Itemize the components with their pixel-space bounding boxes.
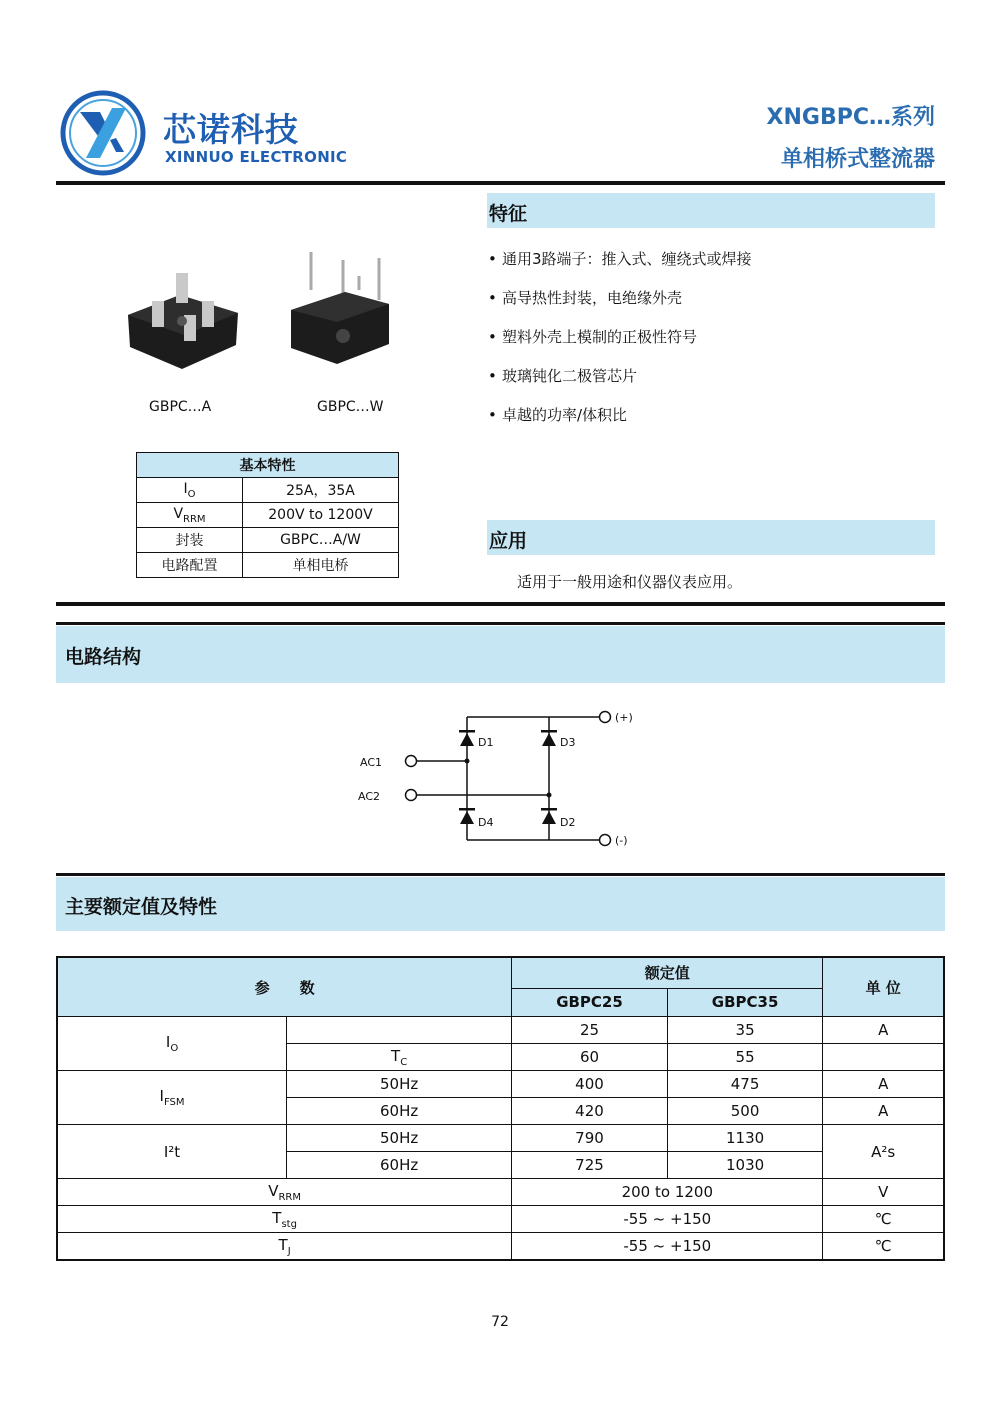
header-rule [56,181,945,185]
value-cell: 55 [667,1044,823,1071]
feature-item: • 玻璃钝化二极管芯片 [488,367,638,385]
condition-cell: 50Hz [287,1071,512,1098]
company-logo [60,90,146,176]
rated-header: 额定值 [512,957,823,988]
value-cell: 725 [512,1152,668,1179]
table-row: $T_J$ -55 ~ +150 ℃ [57,1233,944,1261]
value-cell: 35 [667,1017,823,1044]
value-cell: 475 [667,1071,823,1098]
value-cell: 60 [512,1044,668,1071]
company-name-en: XINNUO ELECTRONIC [165,148,348,166]
bridge-circuit-diagram [350,700,650,860]
value-cell: -55 ~ +150 [512,1206,823,1233]
feature-item: • 塑料外壳上模制的正极性符号 [488,328,698,346]
value-cell: 400 [512,1071,668,1098]
table-row: $I_O$ 25 35 A [57,1017,944,1044]
section-rule [56,602,945,606]
unit-cell: A [823,1071,944,1098]
table-row: $V_{RRM}$ 200 to 1200 V [57,1179,944,1206]
product-label-w: GBPC…W [317,399,384,415]
feature-item: • 卓越的功率/体积比 [488,406,628,424]
table-row: $T_{stg}$ -55 ~ +150 ℃ [57,1206,944,1233]
table-row [137,528,399,553]
terminal-plus-label: (+) [615,711,633,724]
unit-cell: A²s [823,1125,944,1179]
ratings-table [56,956,945,1261]
param-value: 单相电桥 [243,553,399,578]
d4-label: D4 [478,816,494,829]
value-cell: 1030 [667,1152,823,1179]
col-gbpc35: GBPC35 [667,988,823,1016]
param-value: 25A，35A [243,478,399,503]
value-cell: 200 to 1200 [512,1179,823,1206]
table-row [57,1125,944,1152]
circuit-title: 电路结构 [65,646,142,668]
feature-item: • 通用3路端子：推入式、缠绕式或焊接 [488,250,752,268]
d2-label: D2 [560,816,576,829]
circuit-header [56,626,945,683]
condition-cell: 60Hz [287,1152,512,1179]
unit-cell: ℃ [823,1233,944,1261]
product-image-gbpc-w [285,250,395,370]
value-cell: 790 [512,1125,668,1152]
value-cell: 500 [667,1098,823,1125]
unit-cell [823,1044,944,1071]
series-title: XNGBPC…系列 [766,105,935,130]
condition-cell: 60Hz [287,1098,512,1125]
unit-cell: V [823,1179,944,1206]
table-header-row [57,957,944,988]
param-subscript: O [187,488,196,500]
value-cell: 25 [512,1017,668,1044]
param-value: GBPC…A/W [243,528,399,553]
table-row [137,553,399,578]
value-cell: 420 [512,1098,668,1125]
product-subtitle: 单相桥式整流器 [780,147,935,172]
param-name: 封装 [137,528,243,553]
value-cell: 1130 [667,1125,823,1152]
ratings-top-rule [56,873,945,876]
param-value: 200V to 1200V [243,503,399,528]
unit-cell: A [823,1017,944,1044]
table-row: $T_C$ 60 55 [57,1044,944,1071]
circuit-top-rule [56,622,945,625]
d1-label: D1 [478,736,494,749]
unit-cell: A [823,1098,944,1125]
unit-header: 单 位 [823,957,944,1017]
basic-table-title: 基本特性 [137,453,399,478]
condition-cell: 50Hz [287,1125,512,1152]
application-header [487,520,935,555]
application-title: 应用 [489,530,528,552]
ratings-title: 主要额定值及特性 [65,896,218,918]
param-header: 参 数 [57,957,512,1017]
product-image-gbpc-a [120,265,245,375]
features-title: 特征 [489,203,528,225]
features-header [487,193,935,228]
application-text: 适用于一般用途和仪器仪表应用。 [517,573,743,591]
table-row: $I_{FSM}$ 50Hz 400 475 A [57,1071,944,1098]
terminal-minus-label: (-) [615,834,628,847]
basic-characteristics-table [136,452,399,578]
table-row [137,503,399,528]
param-name: 电路配置 [137,553,243,578]
param-subscript: RRM [183,513,206,525]
d3-label: D3 [560,736,576,749]
ac1-label: AC1 [360,756,383,769]
param-name: I [183,480,188,497]
company-name-cn: 芯诺科技 [163,110,299,149]
table-row [137,478,399,503]
ratings-header [56,877,945,931]
page-number: 72 [491,1314,509,1330]
unit-cell: ℃ [823,1206,944,1233]
product-label-a: GBPC…A [149,399,212,415]
param-name: V [173,505,184,522]
param-cell: I²t [57,1125,287,1179]
col-gbpc25: GBPC25 [512,988,668,1016]
value-cell: -55 ~ +150 [512,1233,823,1261]
feature-item: • 高导热性封装，电绝缘外壳 [488,289,683,307]
ac2-label: AC2 [358,790,381,803]
